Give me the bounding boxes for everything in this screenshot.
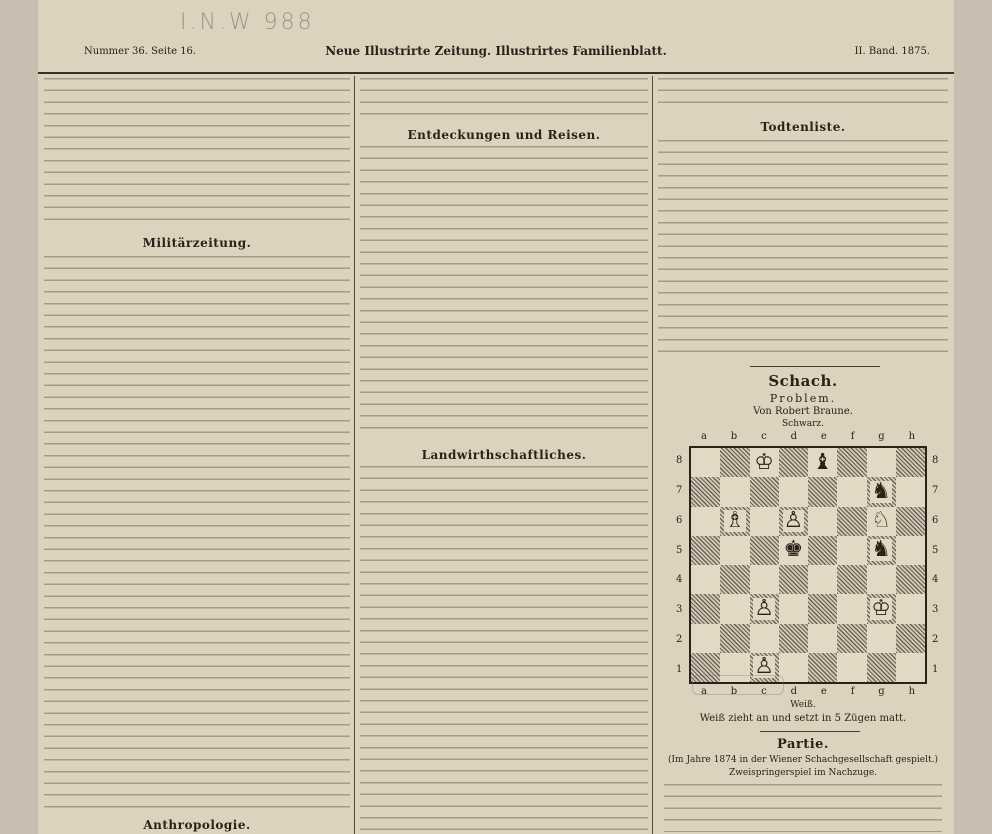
chess-piece-icon: ♔ <box>754 449 774 475</box>
issue-number: Nummer 36. Seite 16. <box>84 46 197 57</box>
board-square <box>837 448 866 477</box>
board-square <box>867 536 896 565</box>
label-white: Weiß. <box>790 700 816 710</box>
file-label: c <box>761 431 767 442</box>
board-square <box>750 507 779 536</box>
problem-caption: Weiß zieht an und setzt in 5 Zügen matt. <box>699 713 907 724</box>
board-square <box>837 477 866 506</box>
board-square <box>779 448 808 477</box>
board-square <box>867 477 896 506</box>
board-square <box>720 536 749 565</box>
board-square <box>691 507 720 536</box>
board-square <box>896 565 925 594</box>
rank-label: 5 <box>932 544 939 556</box>
board-square <box>867 507 896 536</box>
heading-problem: Problem. <box>769 392 837 405</box>
board-square <box>867 653 896 682</box>
heading-anthropologie: Anthropologie. <box>143 818 251 832</box>
file-label: e <box>820 431 827 442</box>
partie-intro: (Im Jahre 1874 in der Wiener Schachgesellschaft gespielt.) <box>667 755 939 765</box>
board-square <box>691 448 720 477</box>
board-square <box>837 565 866 594</box>
chess-piece-icon: ♘ <box>871 508 891 534</box>
board-square <box>750 448 779 477</box>
rank-label: 1 <box>932 663 939 675</box>
rank-label: 2 <box>932 633 939 645</box>
article-text <box>658 78 948 110</box>
divider-rule <box>760 731 860 732</box>
board-square <box>750 565 779 594</box>
heading-militaer: Militärzeitung. <box>142 236 252 250</box>
chess-piece-icon: ♚ <box>783 537 804 563</box>
rank-label: 4 <box>932 574 939 586</box>
board-square <box>808 594 837 623</box>
board-square <box>691 565 720 594</box>
chess-piece-icon: ♔ <box>871 595 891 621</box>
article-text <box>658 140 948 356</box>
file-label: c <box>761 686 767 697</box>
board-square <box>896 448 925 477</box>
page-header <box>38 38 954 74</box>
board-square <box>779 477 808 506</box>
file-label: e <box>820 686 827 697</box>
board-square <box>896 594 925 623</box>
board-square <box>867 594 896 623</box>
board-square <box>750 477 779 506</box>
file-label: g <box>878 686 885 697</box>
heading-schach: Schach. <box>768 372 838 390</box>
rank-label: 8 <box>932 455 939 467</box>
rank-label: 8 <box>676 455 683 467</box>
board-square <box>691 536 720 565</box>
board-square <box>750 594 779 623</box>
board-square <box>867 565 896 594</box>
board-square <box>837 653 866 682</box>
article-text <box>44 256 350 810</box>
file-label: h <box>908 686 916 697</box>
problem-author: Von Robert Braune. <box>753 406 853 417</box>
board-square <box>896 624 925 653</box>
board-square <box>720 477 749 506</box>
file-label: b <box>730 686 738 697</box>
file-label: f <box>850 686 855 697</box>
board-square <box>808 448 837 477</box>
file-labels-bottom <box>689 686 927 697</box>
file-label: a <box>700 431 707 442</box>
article-text <box>44 78 350 228</box>
board-square <box>837 624 866 653</box>
board-square <box>837 507 866 536</box>
rank-label: 6 <box>676 514 683 526</box>
rank-label: 7 <box>676 485 683 497</box>
heading-todtenliste: Todtenliste. <box>760 120 846 134</box>
board-square <box>867 448 896 477</box>
file-label: d <box>790 686 797 697</box>
heading-landwirth: Landwirthschaftliches. <box>421 448 587 462</box>
board-square <box>808 507 837 536</box>
rank-labels-left <box>676 446 682 684</box>
board-square <box>779 565 808 594</box>
heading-partie: Partie. <box>777 737 829 752</box>
chess-piece-icon: ♞ <box>871 537 891 563</box>
label-black: Schwarz. <box>782 419 824 429</box>
board-square <box>808 653 837 682</box>
board-square <box>691 477 720 506</box>
rank-label: 3 <box>676 604 683 616</box>
board-square <box>691 624 720 653</box>
file-labels-top <box>689 431 927 442</box>
board-square <box>720 448 749 477</box>
game-moves-text <box>664 784 942 832</box>
board-square <box>808 536 837 565</box>
board-square <box>779 594 808 623</box>
board-square <box>837 594 866 623</box>
board-square <box>779 507 808 536</box>
rank-labels-right <box>932 446 938 684</box>
file-label: d <box>790 431 797 442</box>
rank-label: 1 <box>676 663 683 675</box>
board-square <box>750 536 779 565</box>
board-square <box>720 565 749 594</box>
board-square <box>808 477 837 506</box>
chess-piece-icon: ♙ <box>754 654 774 680</box>
chess-board <box>689 446 927 684</box>
board-square <box>750 624 779 653</box>
accession-mark: I.N.W 988 <box>180 10 315 35</box>
rank-label: 2 <box>676 633 683 645</box>
file-label: b <box>730 431 738 442</box>
column-divider <box>354 76 355 834</box>
rank-label: 4 <box>676 574 683 586</box>
rank-label: 5 <box>676 544 683 556</box>
board-square <box>779 624 808 653</box>
board-square <box>896 536 925 565</box>
volume-year: II. Band. 1875. <box>854 46 930 57</box>
board-square <box>896 477 925 506</box>
board-square <box>691 594 720 623</box>
rank-label: 3 <box>932 604 939 616</box>
rank-label: 7 <box>932 485 939 497</box>
chess-piece-icon: ♙ <box>783 508 804 534</box>
rank-label: 6 <box>932 514 939 526</box>
masthead-title: Neue Illustrirte Zeitung. Illustrirtes Familienblatt. <box>325 44 667 58</box>
divider-rule <box>750 366 880 367</box>
heading-entdeckungen: Entdeckungen und Reisen. <box>407 128 601 142</box>
chess-piece-icon: ♗ <box>725 508 745 534</box>
article-text <box>360 466 648 832</box>
board-square <box>720 507 749 536</box>
board-square <box>779 536 808 565</box>
column-divider <box>652 76 653 834</box>
partie-opening: Zweispringerspiel im Nachzuge. <box>728 768 878 778</box>
board-square <box>837 536 866 565</box>
article-text <box>360 78 648 120</box>
file-label: a <box>700 686 707 697</box>
file-label: h <box>908 431 916 442</box>
article-text <box>360 146 648 436</box>
board-square <box>808 565 837 594</box>
file-label: g <box>878 431 885 442</box>
board-square <box>808 624 837 653</box>
board-square <box>867 624 896 653</box>
board-square <box>896 507 925 536</box>
file-label: f <box>850 431 855 442</box>
chess-piece-icon: ♞ <box>871 478 891 504</box>
board-square <box>720 594 749 623</box>
board-square <box>720 624 749 653</box>
chess-piece-icon: ♝ <box>812 449 833 475</box>
chess-piece-icon: ♙ <box>754 595 774 621</box>
board-square <box>896 653 925 682</box>
